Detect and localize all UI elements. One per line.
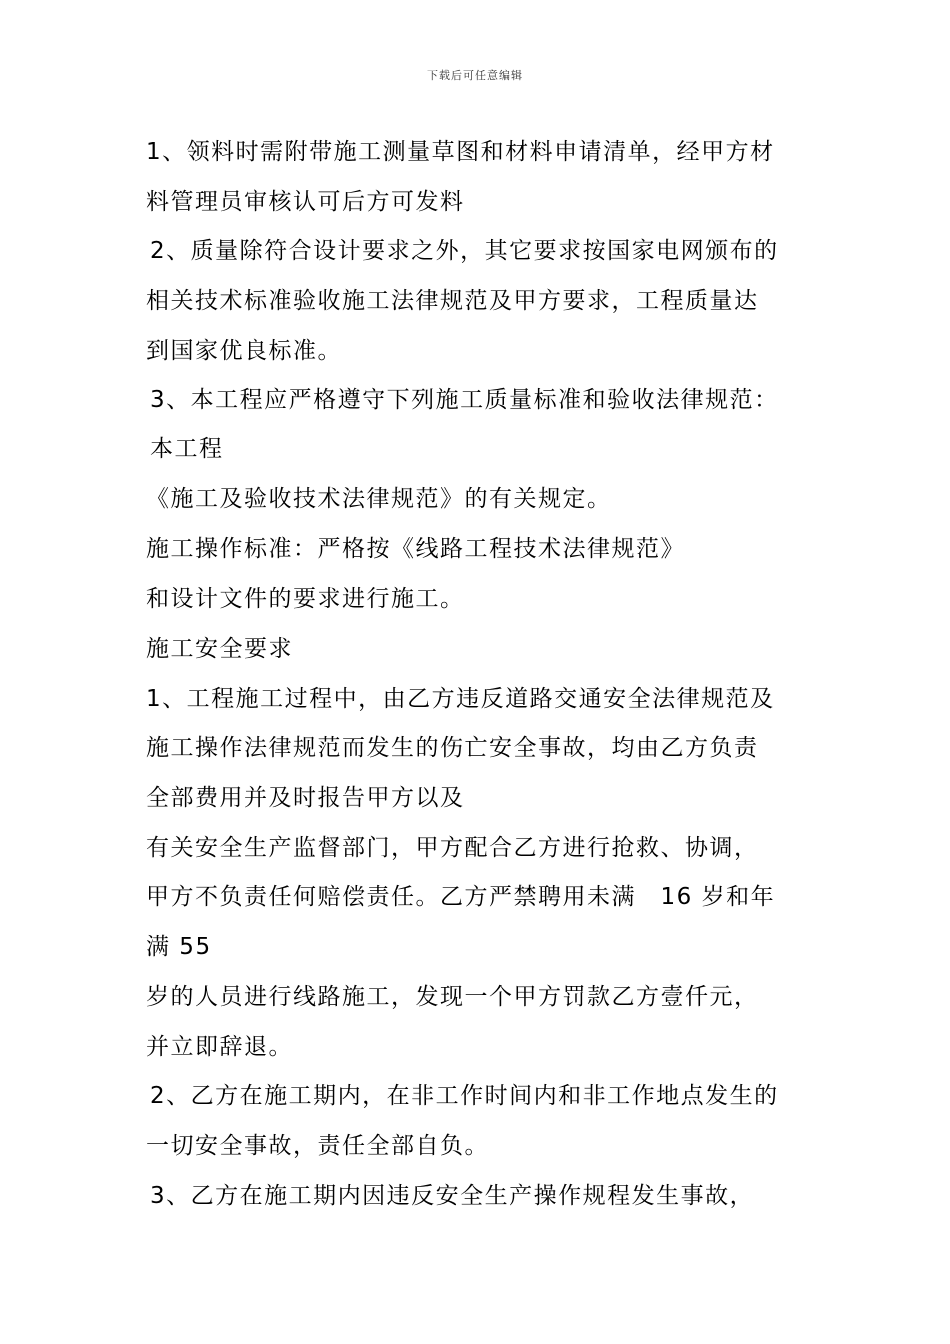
- body-line-22: 3、乙方在施工期内因违反安全生产操作规程发生事故，: [150, 1183, 755, 1209]
- body-line-8: 《施工及验收技术法律规范》的有关规定。: [146, 486, 612, 512]
- body-line-18: 岁的人员进行线路施工，发现一个甲方罚款乙方壹仟元，: [146, 984, 759, 1010]
- body-line-6: 3、本工程应严格遵守下列施工质量标准和验收法律规范：: [150, 387, 779, 413]
- body-line-20: 2、乙方在施工期内，在非工作时间内和非工作地点发生的: [150, 1083, 779, 1109]
- body-line-12: 1、工程施工过程中，由乙方违反道路交通安全法律规范及: [146, 686, 775, 712]
- body-line-14: 全部费用并及时报告甲方以及: [146, 785, 465, 811]
- body-line-9: 施工操作标准：严格按《线路工程技术法律规范》: [146, 536, 685, 562]
- body-line-17: 满 55: [146, 934, 212, 960]
- body-line-5: 到国家优良标准。: [146, 338, 342, 364]
- page-header: 下载后可任意编辑: [427, 69, 523, 82]
- body-line-2: 料管理员审核认可后方可发料: [146, 189, 465, 215]
- body-line-4: 相关技术标准验收施工法律规范及甲方要求，工程质量达: [146, 288, 759, 314]
- body-line-19: 并立即辞退。: [146, 1034, 293, 1060]
- body-line-13: 施工操作法律规范而发生的伤亡安全事故，均由乙方负责: [146, 735, 759, 761]
- section-title-safety: 施工安全要求: [146, 636, 293, 662]
- body-line-1: 1、领料时需附带施工测量草图和材料申请清单，经甲方材: [146, 139, 775, 165]
- body-line-3: 2、质量除符合设计要求之外，其它要求按国家电网颁布的: [150, 238, 779, 264]
- body-line-10: 和设计文件的要求进行施工。: [146, 586, 465, 612]
- body-line-16: 甲方不负责任何赔偿责任。乙方严禁聘用未满 16 岁和年: [146, 884, 776, 910]
- body-line-7: 本工程: [150, 436, 224, 462]
- body-line-15: 有关安全生产监督部门，甲方配合乙方进行抢救、协调，: [146, 835, 759, 861]
- body-line-21: 一切安全事故，责任全部自负。: [146, 1133, 489, 1159]
